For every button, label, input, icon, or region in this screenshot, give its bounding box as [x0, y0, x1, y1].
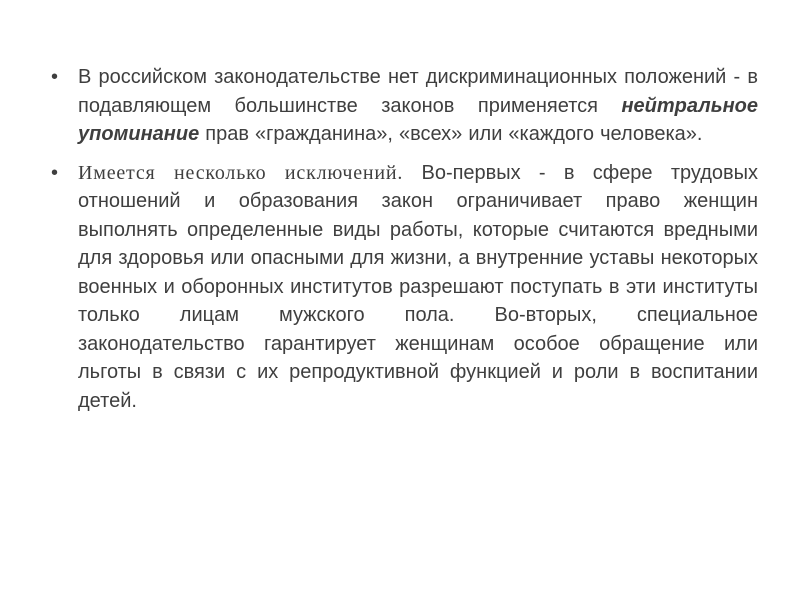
bullet-item-2 — [50, 159, 758, 416]
bullet-2-text: Во-первых - в сфере трудовых отношений и образования закон ограничивает право женщин выполнять определенные виды работы, которые считаются вредными для здоровья или опасными для жизни, а внутренние уставы некоторых военных и оборонных институтов разрешают поступать в эти институты только лицам мужского пола. Во-вторых, специальное законодательство гарантирует женщинам особое обращение или льготы в связи с их репродуктивной функцией и роли в воспитании детей. — [78, 161, 759, 412]
bullet-item-1 — [50, 63, 758, 149]
bullet-text-1 — [78, 63, 758, 149]
bullet-marker: • — [51, 66, 59, 88]
bullet-marker: • — [51, 161, 59, 184]
bullet-1-text-start: В российском законодательстве нет дискриминационных положений - в подавляющем большинстве законов применяется — [78, 66, 758, 117]
bullet-2-lead: Имеется несколько исключений. — [78, 161, 404, 184]
bullet-1-emphasis: нейтральное упоминание — [78, 94, 758, 145]
bullet-1-text-end: прав «гражданина», «всех» или «каждого человека». — [199, 123, 703, 145]
bullet-text-2 — [78, 159, 758, 416]
bullet-list — [50, 63, 758, 425]
